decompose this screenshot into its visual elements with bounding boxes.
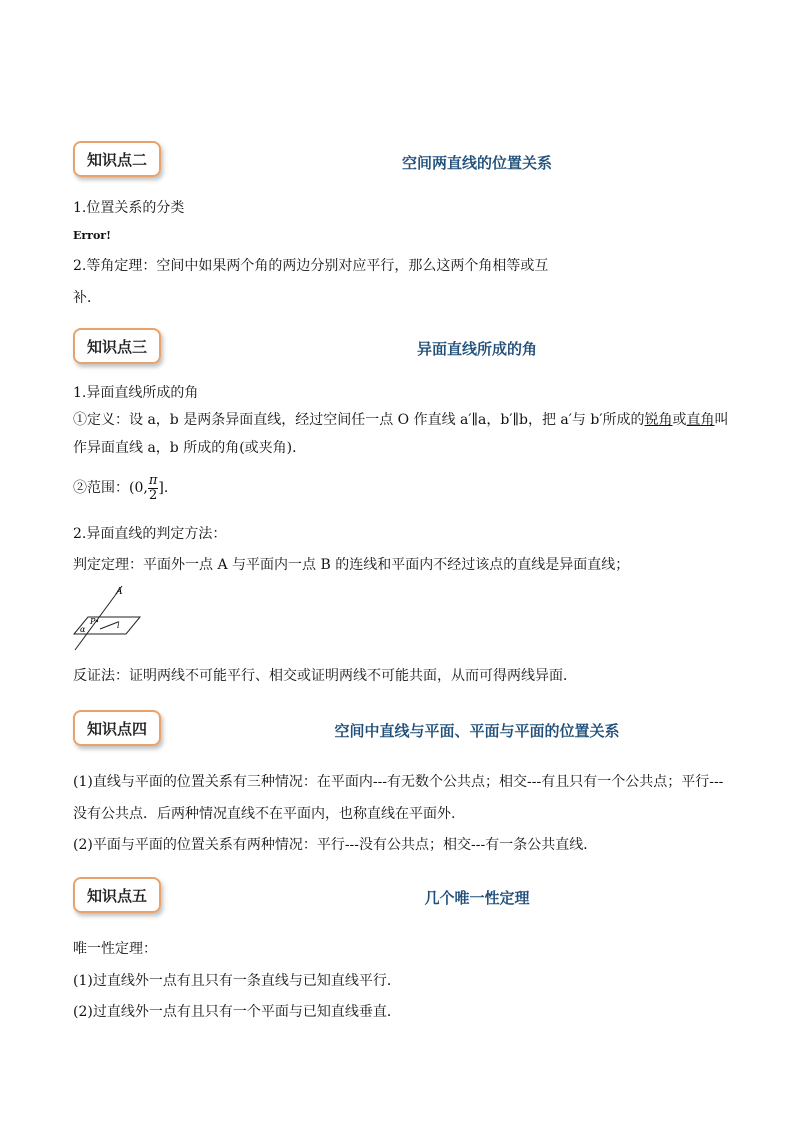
fraction xyxy=(148,474,159,503)
definition-text: 叫 xyxy=(714,412,729,428)
line-l xyxy=(100,622,118,629)
text-line: (1)直线与平面的位置关系有三种情况：在平面内---有无数个公共点；相交---有且只有一个公共点；平行--- xyxy=(73,774,724,790)
range-prefix: ②范围：(0, xyxy=(73,480,148,496)
underlined-term: 直角 xyxy=(686,412,715,428)
label-l: l xyxy=(117,621,120,630)
section-title-4: 空间中直线与平面、平面与平面的位置关系 xyxy=(334,722,620,740)
text-line: 补． xyxy=(73,290,101,306)
text-line: 作异面直线 a，b 所成的角(或夹角)． xyxy=(73,440,307,456)
skew-lines-figure xyxy=(70,584,150,654)
text-line: 2.等角定理：空间中如果两个角的两边分别对应平行，那么这两个角相等或互 xyxy=(73,258,549,274)
text-line: 判定定理：平面外一点 A 与平面内一点 B 的连线和平面内不经过该点的直线是异面直线； xyxy=(73,557,630,573)
text-line: 反证法：证明两线不可能平行、相交或证明两线不可能共面，从而可得两线异面． xyxy=(73,668,577,684)
fraction-denominator: 2 xyxy=(148,487,158,503)
text-line: 1.异面直线所成的角 xyxy=(73,385,199,401)
text-line: 唯一性定理： xyxy=(73,941,157,957)
label-P: P xyxy=(90,617,96,626)
point-P xyxy=(96,620,98,622)
section-box-3: 知识点三 xyxy=(73,328,161,364)
text-line: (2)过直线外一点有且只有一个平面与已知直线垂直． xyxy=(73,1004,401,1020)
text-line: 2.异面直线的判定方法： xyxy=(73,526,227,542)
range-suffix: ]. xyxy=(158,480,169,496)
section-title-2: 空间两直线的位置关系 xyxy=(401,154,552,172)
underlined-term: 锐角 xyxy=(644,412,673,428)
text-line: 1.位置关系的分类 xyxy=(73,200,185,216)
definition-line xyxy=(73,411,729,429)
definition-text: ①定义：设 a，b 是两条异面直线，经过空间任一点 O 作直线 a′∥a，b′∥b，把 a′与 b′所成的 xyxy=(73,412,645,428)
fraction-numerator: π xyxy=(148,472,158,488)
section-box-2: 知识点二 xyxy=(73,141,161,177)
line-through-A xyxy=(75,586,122,650)
section-box-4: 知识点四 xyxy=(73,710,161,746)
range-line xyxy=(73,471,168,505)
label-A: A xyxy=(116,587,123,597)
section-title-5: 几个唯一性定理 xyxy=(424,889,530,907)
section-box-5: 知识点五 xyxy=(73,877,161,913)
section-title-3: 异面直线所成的角 xyxy=(416,340,537,358)
error-text: Error! xyxy=(73,229,111,242)
text-line: 没有公共点．后两种情况直线不在平面内，也称直线在平面外. xyxy=(73,806,456,822)
label-alpha: α xyxy=(80,625,86,634)
definition-text: 或 xyxy=(672,412,687,428)
text-line: (2)平面与平面的位置关系有两种情况：平行---没有公共点；相交---有一条公共直线． xyxy=(73,837,598,853)
text-line: (1)过直线外一点有且只有一条直线与已知直线平行． xyxy=(73,973,401,989)
